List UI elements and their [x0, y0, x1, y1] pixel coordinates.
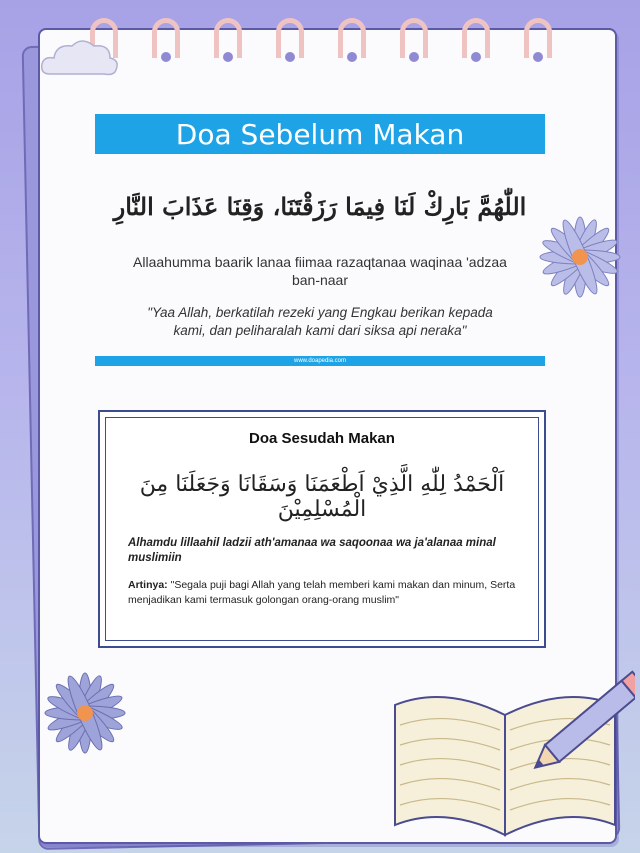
meaning-after-text: "Segala puji bagi Allah yang telah memberi kami makan dan minum, Serta menjadikan kami termasuk golongan orang-orang muslim": [128, 579, 516, 606]
latin-transliteration-after: Alhamdu lillaahil ladzii ath'amanaa wa saqoonaa wa ja'alanaa minal muslimiin: [128, 537, 496, 564]
flower-icon: [40, 668, 130, 758]
arabic-prayer-after: اَلْحَمْدُ لِلّٰهِ الَّذِيْ اَطْعَمَنَا وَسَقَانَا وَجَعَلَنَا مِنَ الْمُسْلِمِيْنَ: [139, 472, 505, 522]
meaning-label: Artinya:: [128, 579, 168, 591]
latin-transliteration-before: Allaahumma baarik lanaa fiimaa razaqtanaa waqinaa 'adzaa ban-naar: [133, 254, 507, 288]
page-title: Doa Sebelum Makan: [95, 114, 545, 154]
source-bar: www.doapedia.com: [95, 356, 545, 366]
flower-icon: [535, 212, 625, 302]
open-book-icon: [385, 665, 635, 845]
after-meal-title: Doa Sesudah Makan: [249, 430, 395, 447]
meaning-after: [128, 578, 524, 608]
cloud-icon: [40, 36, 120, 80]
after-meal-card: [98, 410, 546, 648]
arabic-prayer-before: اللّٰهُمَّ بَارِكْ لَنَا فِيمَا رَزَقْتَنَا، وَقِنَا عَذَابَ النَّارِ: [113, 192, 527, 221]
meaning-before: "Yaa Allah, berkatilah rezeki yang Engkau berikan kepada kami, dan peliharalah kami dari siksa api neraka": [147, 305, 493, 338]
